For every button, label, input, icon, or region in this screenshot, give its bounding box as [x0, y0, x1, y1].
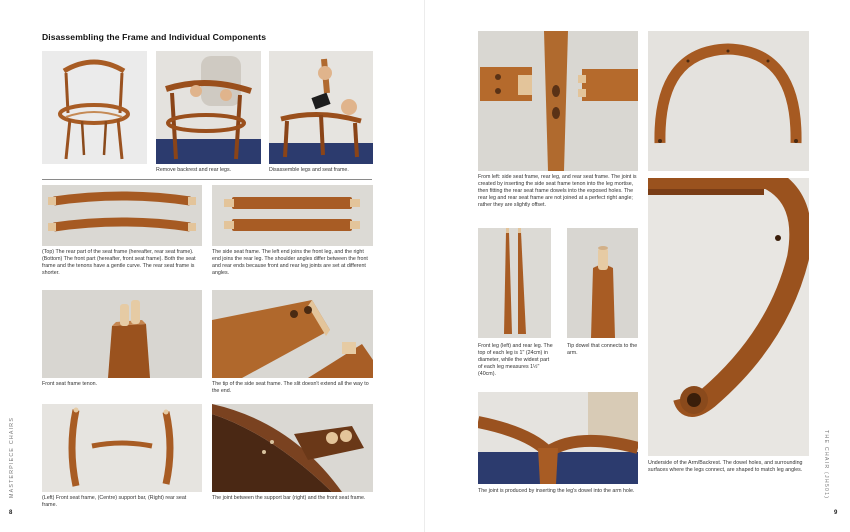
divider-rule — [42, 179, 372, 180]
caption-side-tip: The tip of the side seat frame. The slit doesn't extend all the way to the end. — [212, 381, 369, 395]
photo-tip-dowel — [567, 228, 638, 338]
section-title: Disassembling the Frame and Individual Components — [42, 32, 267, 42]
caption-tip-dowel: Tip dowel that connects to the arm. — [567, 343, 638, 357]
photo-arm-backrest — [648, 31, 809, 171]
right-page — [425, 0, 850, 532]
photo-underside-arm — [648, 178, 809, 456]
folio-left: 8 — [9, 510, 13, 516]
photo-disassemble-legs — [269, 51, 373, 164]
caption-disassemble-legs: Disassemble legs and seat frame. — [269, 167, 349, 173]
caption-side-rear-leg: From left: side seat frame, rear leg, and rear seat frame. The joint is created by inserting the side seat frame tenon into the leg mortise, then fitting the rear seat frame dowels into the exposed holes. The rear leg and rear seat frame are not joined at a perfect right angle; rather they are slightly offset. — [478, 174, 637, 209]
caption-underside-arm: Underside of the Arm/Backrest. The dowel holes, and surrounding surfaces where the legs connect, are shaped to match leg angles. — [648, 460, 803, 474]
photo-full-chair — [42, 51, 147, 164]
photo-leg-dowel-joint — [478, 392, 638, 484]
caption-side-frame: The side seat frame. The left end joins the front leg, and the right end joins the rear leg. The shoulder angles differ between the front and rear ends because front and rear leg joints are set at different angles. — [212, 249, 368, 277]
caption-front-rear-leg: Front leg (left) and rear leg. The top of each leg is 1" (24cm) in diameter, while the widest part of each leg measures 1½" (40cm). — [478, 343, 553, 378]
photo-side-seat-frame — [212, 185, 373, 246]
photo-front-rear-legs — [478, 228, 551, 338]
caption-support-joint: The joint between the support bar (right) and the front seat frame. — [212, 495, 366, 501]
photo-rear-front-seat-frame — [42, 185, 202, 246]
photo-support-bar-joint — [212, 404, 373, 492]
folio-right: 9 — [834, 510, 838, 516]
caption-front-centre-rear: (Left) Front seat frame, (Centre) support bar, (Right) rear seat frame. — [42, 495, 187, 509]
running-head-right: THE CHAIR (JH501) — [823, 430, 829, 500]
caption-rear-front-frame: (Top) The rear part of the seat frame (hereafter, rear seat frame). (Bottom) The front part (hereafter, front seat frame). Both the seat frame and the tenons have a gentle curve. The rear seat frame is shorter. — [42, 249, 196, 277]
photo-side-frame-tip — [212, 290, 373, 378]
running-head-left: MASTERPIECE CHAIRS — [9, 416, 15, 498]
caption-front-tenon: Front seat frame tenon. — [42, 381, 98, 387]
photo-front-support-rear — [42, 404, 202, 492]
caption-leg-dowel-joint: The joint is produced by inserting the leg's dowel into the arm hole. — [478, 488, 635, 494]
photo-remove-backrest — [156, 51, 261, 164]
caption-remove-backrest: Remove backrest and rear legs. — [156, 167, 232, 173]
photo-front-tenon — [42, 290, 202, 378]
photo-side-rear-leg-joint — [478, 31, 638, 171]
